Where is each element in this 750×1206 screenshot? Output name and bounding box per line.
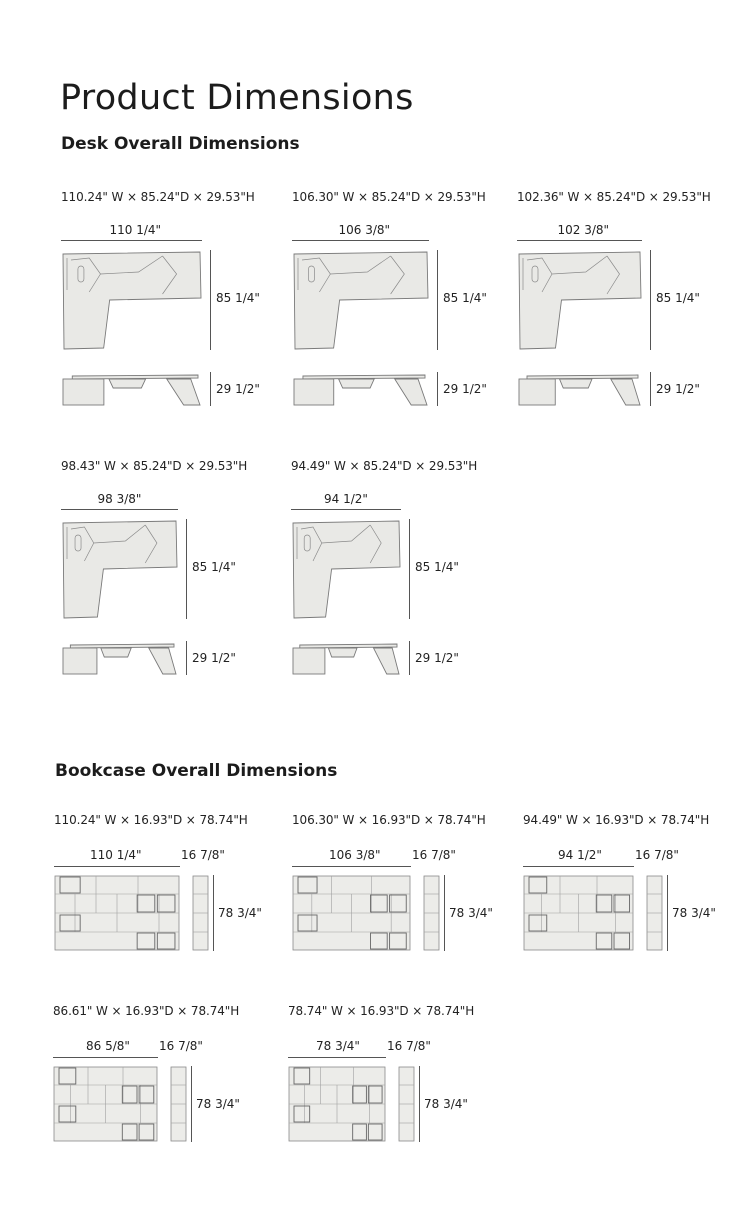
bookcase-depth-label: 16 7/8": [635, 848, 679, 862]
desk-side-view: [292, 372, 431, 408]
bookcase-width-line: [53, 1057, 158, 1058]
desk-width-label: 106 3/8": [338, 223, 391, 237]
bookcase-side-view: [646, 875, 664, 953]
desk-width-label: 94 1/2": [324, 492, 368, 506]
desk-side-panel: [101, 648, 131, 657]
desk-side-view: [61, 641, 180, 677]
desk-depth-label: 85 1/4": [192, 560, 236, 574]
desk-dimensions-text: 106.30" W × 85.24"D × 29.53"H: [292, 190, 486, 204]
bookcase-side-view: [170, 1066, 188, 1144]
bookcase-height-label: 78 3/4": [196, 1097, 240, 1111]
bookcase-height-line: [667, 875, 668, 951]
desk-dimensions-text: 102.36" W × 85.24"D × 29.53"H: [517, 190, 711, 204]
page-title: Product Dimensions: [60, 78, 414, 118]
desk-height-line: [186, 641, 187, 675]
desk-width-line: [291, 509, 401, 510]
desk-side-leg: [374, 648, 400, 674]
desk-height-line: [409, 641, 410, 675]
desk-width-label: 102 3/8": [557, 223, 610, 237]
desk-top-view: [517, 250, 644, 352]
bookcase-side-view: [398, 1066, 416, 1144]
bookcase-height-line: [213, 875, 214, 951]
desk-depth-label: 85 1/4": [415, 560, 459, 574]
desk-side-top: [527, 375, 638, 379]
bookcase-front-view: [523, 875, 636, 953]
desk-dimensions-text: 110.24" W × 85.24"D × 29.53"H: [61, 190, 255, 204]
bookcase-height-label: 78 3/4": [218, 906, 262, 920]
bookcase-front-view: [288, 1066, 388, 1144]
desk-side-panel: [560, 379, 593, 388]
desk-depth-label: 85 1/4": [656, 291, 700, 305]
desk-depth-line: [650, 250, 651, 350]
bookcase-height-line: [191, 1066, 192, 1142]
desk-depth-line: [186, 519, 187, 619]
desk-section-title: Desk Overall Dimensions: [61, 134, 300, 154]
desk-side-panel: [339, 379, 375, 388]
bookcase-width-line: [523, 866, 634, 867]
bookcase-dimensions-text: 86.61" W × 16.93"D × 78.74"H: [53, 1004, 240, 1018]
bookcase-width-line: [292, 866, 411, 867]
bookcase-dimensions-text: 106.30" W × 16.93"D × 78.74"H: [292, 813, 486, 827]
desk-side-leg: [149, 648, 176, 674]
desk-height-label: 29 1/2": [656, 382, 700, 396]
desk-top-outline: [63, 252, 201, 349]
desk-side-drawer: [63, 648, 97, 674]
bookcase-width-label: 86 5/8": [86, 1039, 130, 1053]
desk-height-label: 29 1/2": [443, 382, 487, 396]
desk-side-leg: [395, 379, 427, 405]
desk-side-top: [72, 375, 198, 379]
bookcase-width-line: [54, 866, 180, 867]
desk-side-panel: [328, 648, 357, 657]
bookcase-height-label: 78 3/4": [449, 906, 493, 920]
desk-side-drawer: [519, 379, 555, 405]
desk-width-label: 98 3/8": [97, 492, 142, 506]
desk-side-leg: [167, 379, 200, 405]
bookcase-height-label: 78 3/4": [672, 906, 716, 920]
bookcase-dimensions-text: 78.74" W × 16.93"D × 78.74"H: [288, 1004, 475, 1018]
desk-side-panel: [109, 379, 146, 388]
desk-side-leg: [611, 379, 640, 405]
bookcase-depth-label: 16 7/8": [159, 1039, 203, 1053]
desk-side-drawer: [293, 648, 325, 674]
desk-side-view: [517, 372, 644, 408]
desk-side-view: [291, 641, 403, 677]
desk-top-view: [61, 519, 180, 621]
bookcase-front-view: [53, 1066, 160, 1144]
desk-top-view: [61, 250, 204, 352]
bookcase-width-label: 110 1/4": [90, 848, 142, 862]
desk-width-label: 110 1/4": [109, 223, 162, 237]
desk-top-view: [292, 250, 431, 352]
desk-dimensions-text: 94.49" W × 85.24"D × 29.53"H: [291, 459, 478, 473]
bookcase-front-view: [292, 875, 413, 953]
desk-width-line: [292, 240, 429, 241]
bookcase-dimensions-text: 94.49" W × 16.93"D × 78.74"H: [523, 813, 710, 827]
bookcase-depth-label: 16 7/8": [412, 848, 456, 862]
desk-side-drawer: [63, 379, 104, 405]
bookcase-side-view: [423, 875, 441, 953]
desk-height-line: [210, 372, 211, 406]
desk-side-drawer: [294, 379, 334, 405]
desk-depth-label: 85 1/4": [443, 291, 487, 305]
bookcase-depth-label: 16 7/8": [387, 1039, 431, 1053]
desk-side-top: [70, 644, 174, 648]
bookcase-width-label: 94 1/2": [558, 848, 602, 862]
desk-dimensions-text: 98.43" W × 85.24"D × 29.53"H: [61, 459, 248, 473]
bookcase-dimensions-text: 110.24" W × 16.93"D × 78.74"H: [54, 813, 248, 827]
desk-height-line: [650, 372, 651, 406]
desk-depth-label: 85 1/4": [216, 291, 260, 305]
bookcase-width-label: 78 3/4": [316, 1039, 360, 1053]
desk-height-line: [437, 372, 438, 406]
bookcase-height-label: 78 3/4": [424, 1097, 468, 1111]
desk-depth-line: [409, 519, 410, 619]
desk-depth-line: [437, 250, 438, 350]
desk-side-top: [300, 644, 397, 648]
desk-width-line: [61, 509, 178, 510]
bookcase-width-label: 106 3/8": [329, 848, 381, 862]
desk-side-top: [303, 375, 425, 379]
bookcase-side-view: [192, 875, 210, 953]
desk-top-outline: [294, 252, 428, 349]
bookcase-depth-label: 16 7/8": [181, 848, 225, 862]
bookcase-height-line: [419, 1066, 420, 1142]
desk-height-label: 29 1/2": [216, 382, 260, 396]
bookcase-width-line: [288, 1057, 386, 1058]
desk-depth-line: [210, 250, 211, 350]
bookcase-height-line: [444, 875, 445, 951]
bookcase-front-view: [54, 875, 182, 953]
desk-width-line: [61, 240, 202, 241]
desk-width-line: [517, 240, 642, 241]
desk-side-view: [61, 372, 204, 408]
bookcase-section-title: Bookcase Overall Dimensions: [55, 761, 338, 781]
desk-top-view: [291, 519, 403, 621]
desk-height-label: 29 1/2": [192, 651, 236, 665]
desk-height-label: 29 1/2": [415, 651, 459, 665]
